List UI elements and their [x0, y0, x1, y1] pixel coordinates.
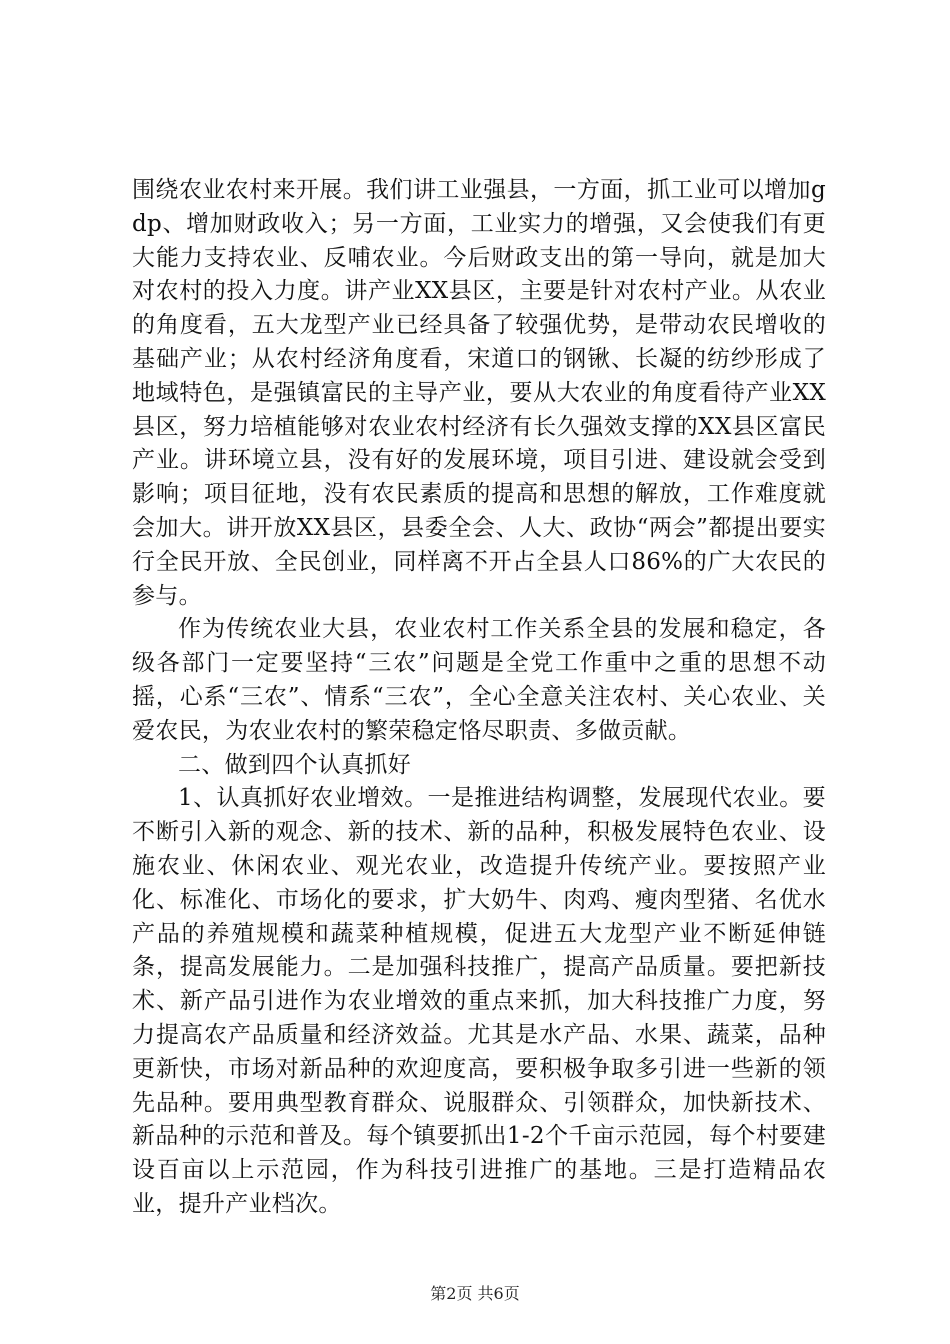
- paragraph-2: 作为传统农业大县，农业农村工作关系全县的发展和稳定，各级各部门一定要坚持“三农”问题是全党工作重中之重的思想不动摇，心系“三农”、情系“三农”，全心全意关注农村、关心农业、关爱农民，为农业农村的繁荣稳定恪尽职责、多做贡献。: [132, 616, 826, 744]
- page-footer: 第2页 共6页: [430, 1284, 520, 1303]
- document-body: [132, 174, 826, 1222]
- paragraph-4: 1、认真抓好农业增效。一是推进结构调整，发展现代农业。要不断引入新的观念、新的技术、新的品种，积极发展特色农业、设施农业、休闲农业、观光农业，改造提升传统产业。要按照产业化、标准化、市场化的要求，扩大奶牛、肉鸡、瘦肉型猪、名优水产品的养殖规模和蔬菜种植规模，促进五大龙型产业不断延伸链条，提高发展能力。二是加强科技推广，提高产品质量。要把新技术、新产品引进作为农业增效的重点来抓，加大科技推广力度，努力提高农产品质量和经济效益。尤其是水产品、水果、蔬菜，品种更新快，市场对新品种的欢迎度高，要积极争取多引进一些新的领先品种。要用典型教育群众、说服群众、引领群众，加快新技术、新品种的示范和普及。每个镇要抓出1-2个千亩示范园，每个村要建设百亩以上示范园，作为科技引进推广的基地。三是打造精品农业，提升产业档次。: [132, 785, 826, 1217]
- section-heading: 二、做到四个认真抓好: [178, 751, 411, 778]
- paragraph-1: 围绕农业农村来开展。我们讲工业强县，一方面，抓工业可以增加gdp、增加财政收入；另一方面，工业实力的增强，又会使我们有更大能力支持农业、反哺农业。今后财政支出的第一导向，就是加大对农村的投入力度。讲产业XX县区，主要是针对农村产业。从农业的角度看，五大龙型产业已经具备了较强优势，是带动农民增收的基础产业；从农村经济角度看，宋道口的钢锹、长凝的纺纱形成了地域特色，是强镇富民的主导产业，要从大农业的角度看待产业XX县区，努力培植能够对农业农村经济有长久强效支撑的XX县区富民产业。讲环境立县，没有好的发展环境，项目引进、建设就会受到影响；项目征地，没有农民素质的提高和思想的解放，工作难度就会加大。讲开放XX县区，县委全会、人大、政协“两会”都提出要实行全民开放、全民创业，同样离不开占全县人口86%的广大农民的参与。: [132, 177, 826, 609]
